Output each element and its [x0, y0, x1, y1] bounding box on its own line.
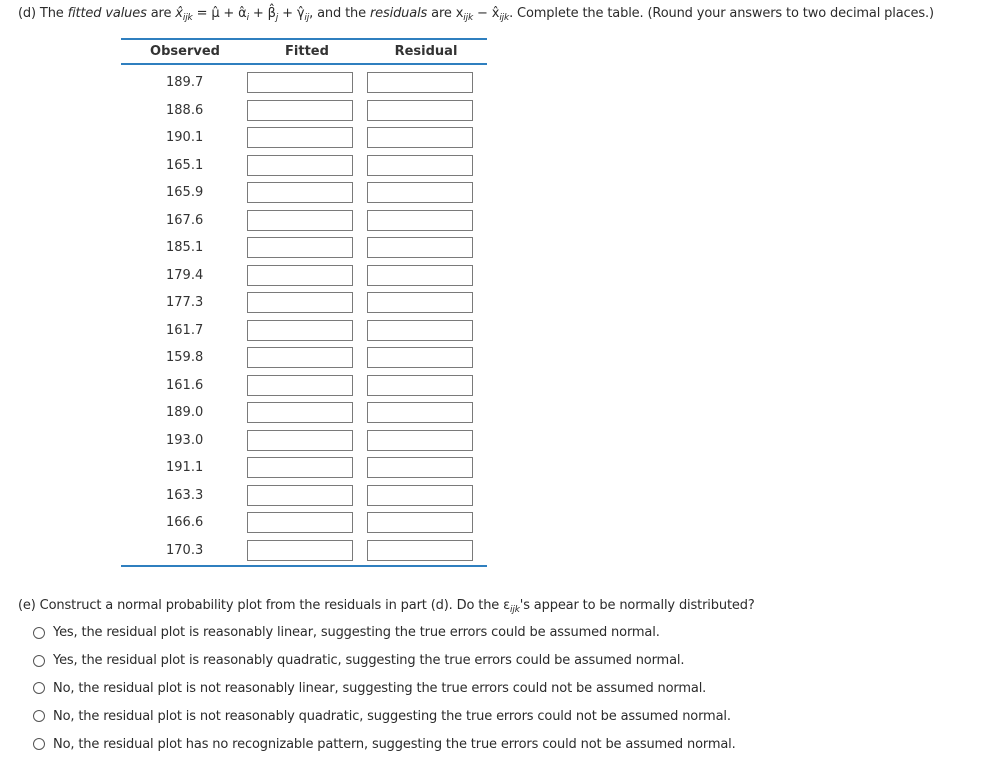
xhat-symbol: x̂ [175, 6, 183, 21]
subscript-ijk-xhat: ijk [499, 13, 510, 23]
answer-option-label: Yes, the residual plot is reasonably linear, suggesting the true errors could be assumed normal. [53, 625, 660, 641]
fitted-input[interactable] [247, 347, 353, 368]
formula-gamma: + γ̂ [282, 6, 305, 21]
table-row [121, 207, 487, 235]
residual-input[interactable] [367, 72, 473, 93]
fitted-input[interactable] [247, 237, 353, 258]
question-d-and-the: , and the [309, 6, 366, 21]
fitted-input[interactable] [247, 210, 353, 231]
residual-input[interactable] [367, 182, 473, 203]
answer-option[interactable] [33, 730, 736, 758]
fitted-input[interactable] [247, 155, 353, 176]
table-row [121, 344, 487, 372]
observed-value: 189.0 [166, 405, 204, 421]
radio-button[interactable] [33, 710, 45, 722]
fitted-input[interactable] [247, 430, 353, 451]
table-row [121, 97, 487, 125]
observed-value: 170.3 [166, 542, 204, 558]
table-row [121, 317, 487, 345]
question-d-text [18, 6, 934, 23]
observed-value: 190.1 [166, 130, 204, 146]
residual-input[interactable] [367, 540, 473, 561]
observed-value: 179.4 [166, 267, 204, 283]
formula-mu-alpha: = μ̂ + α̂ [196, 6, 247, 21]
observed-value: 191.1 [166, 460, 204, 476]
question-d-instruction: . Complete the table. (Round your answers to two decimal places.) [509, 6, 934, 21]
residual-input[interactable] [367, 512, 473, 533]
answer-option-label: No, the residual plot is not reasonably quadratic, suggesting the true errors could not be assumed normal. [53, 708, 731, 724]
table-bottom-rule [121, 565, 487, 567]
observed-value: 165.1 [166, 157, 204, 173]
subscript-j: j [275, 13, 279, 23]
radio-button[interactable] [33, 738, 45, 750]
table-row [121, 482, 487, 510]
observed-value: 189.7 [166, 75, 204, 91]
observed-value: 185.1 [166, 240, 204, 256]
radio-button[interactable] [33, 655, 45, 667]
observed-value: 163.3 [166, 487, 204, 503]
observed-value: 193.0 [166, 432, 204, 448]
table-header-rule [121, 63, 487, 65]
question-d-are: are [150, 6, 172, 21]
table-row [121, 262, 487, 290]
table-row [121, 69, 487, 97]
fitted-input[interactable] [247, 540, 353, 561]
residuals-term: residuals [369, 6, 428, 21]
fitted-input[interactable] [247, 375, 353, 396]
fitted-input[interactable] [247, 72, 353, 93]
table-row [121, 399, 487, 427]
answer-option-label: Yes, the residual plot is reasonably quadratic, suggesting the true errors could be assumed normal. [53, 653, 685, 669]
table-row [121, 372, 487, 400]
residual-input[interactable] [367, 292, 473, 313]
fitted-input[interactable] [247, 320, 353, 341]
header-fitted: Fitted [285, 44, 329, 59]
observed-value: 165.9 [166, 185, 204, 201]
residual-input[interactable] [367, 210, 473, 231]
observed-value: 166.6 [166, 515, 204, 531]
header-observed: Observed [150, 44, 220, 59]
question-e-text [18, 598, 755, 615]
observed-value: 167.6 [166, 212, 204, 228]
observed-value: 161.6 [166, 377, 204, 393]
fitted-input[interactable] [247, 512, 353, 533]
fitted-input[interactable] [247, 182, 353, 203]
table-row [121, 234, 487, 262]
header-residual: Residual [394, 44, 458, 59]
table-row [121, 289, 487, 317]
radio-button[interactable] [33, 682, 45, 694]
subscript-ijk-epsilon: ijk [510, 605, 520, 615]
radio-button[interactable] [33, 627, 45, 639]
residual-input[interactable] [367, 320, 473, 341]
fitted-input[interactable] [247, 292, 353, 313]
table-row [121, 454, 487, 482]
question-e-lead: (e) Construct a normal probability plot from the residuals in part (d). Do the ε [18, 598, 510, 613]
table-row [121, 509, 487, 537]
table-body [121, 69, 487, 564]
answer-option[interactable] [33, 702, 736, 730]
formula-beta: + β̂ [252, 6, 276, 21]
fitted-input[interactable] [247, 457, 353, 478]
residual-input[interactable] [367, 402, 473, 423]
subscript-ijk: ijk [182, 13, 193, 23]
answer-option-label: No, the residual plot is not reasonably linear, suggesting the true errors could not be assumed normal. [53, 680, 707, 696]
table-row [121, 152, 487, 180]
question-d-are-x: are x [431, 6, 464, 21]
answer-option[interactable] [33, 619, 736, 647]
fitted-input[interactable] [247, 100, 353, 121]
table-row [121, 537, 487, 565]
residual-input[interactable] [367, 430, 473, 451]
observed-value: 177.3 [166, 295, 204, 311]
residual-input[interactable] [367, 155, 473, 176]
table-row [121, 179, 487, 207]
fitted-input[interactable] [247, 127, 353, 148]
table-row [121, 427, 487, 455]
answer-option[interactable] [33, 675, 736, 703]
residual-input[interactable] [367, 237, 473, 258]
answer-option-label: No, the residual plot has no recognizable pattern, suggesting the true errors could not be assumed normal. [53, 736, 736, 752]
residual-input[interactable] [367, 347, 473, 368]
residual-input[interactable] [367, 485, 473, 506]
subscript-i: i [246, 13, 249, 23]
question-e-tail: 's appear to be normally distributed? [519, 598, 755, 613]
residual-input[interactable] [367, 265, 473, 286]
answer-option[interactable] [33, 647, 736, 675]
fitted-residual-table [121, 38, 487, 567]
residual-input[interactable] [367, 375, 473, 396]
fitted-input[interactable] [247, 485, 353, 506]
residual-input[interactable] [367, 127, 473, 148]
subscript-ijk-x: ijk [463, 13, 474, 23]
fitted-input[interactable] [247, 265, 353, 286]
question-d-lead: (d) The [18, 6, 64, 21]
table-row [121, 124, 487, 152]
observed-value: 161.7 [166, 322, 204, 338]
subscript-ij: ij [304, 13, 310, 23]
residual-input[interactable] [367, 457, 473, 478]
residual-input[interactable] [367, 100, 473, 121]
fitted-input[interactable] [247, 402, 353, 423]
answer-options [33, 619, 736, 758]
formula-minus-xhat: − x̂ [477, 6, 500, 21]
observed-value: 159.8 [166, 350, 204, 366]
fitted-values-term: fitted values [67, 6, 147, 21]
table-header-row [121, 40, 487, 63]
observed-value: 188.6 [166, 102, 204, 118]
